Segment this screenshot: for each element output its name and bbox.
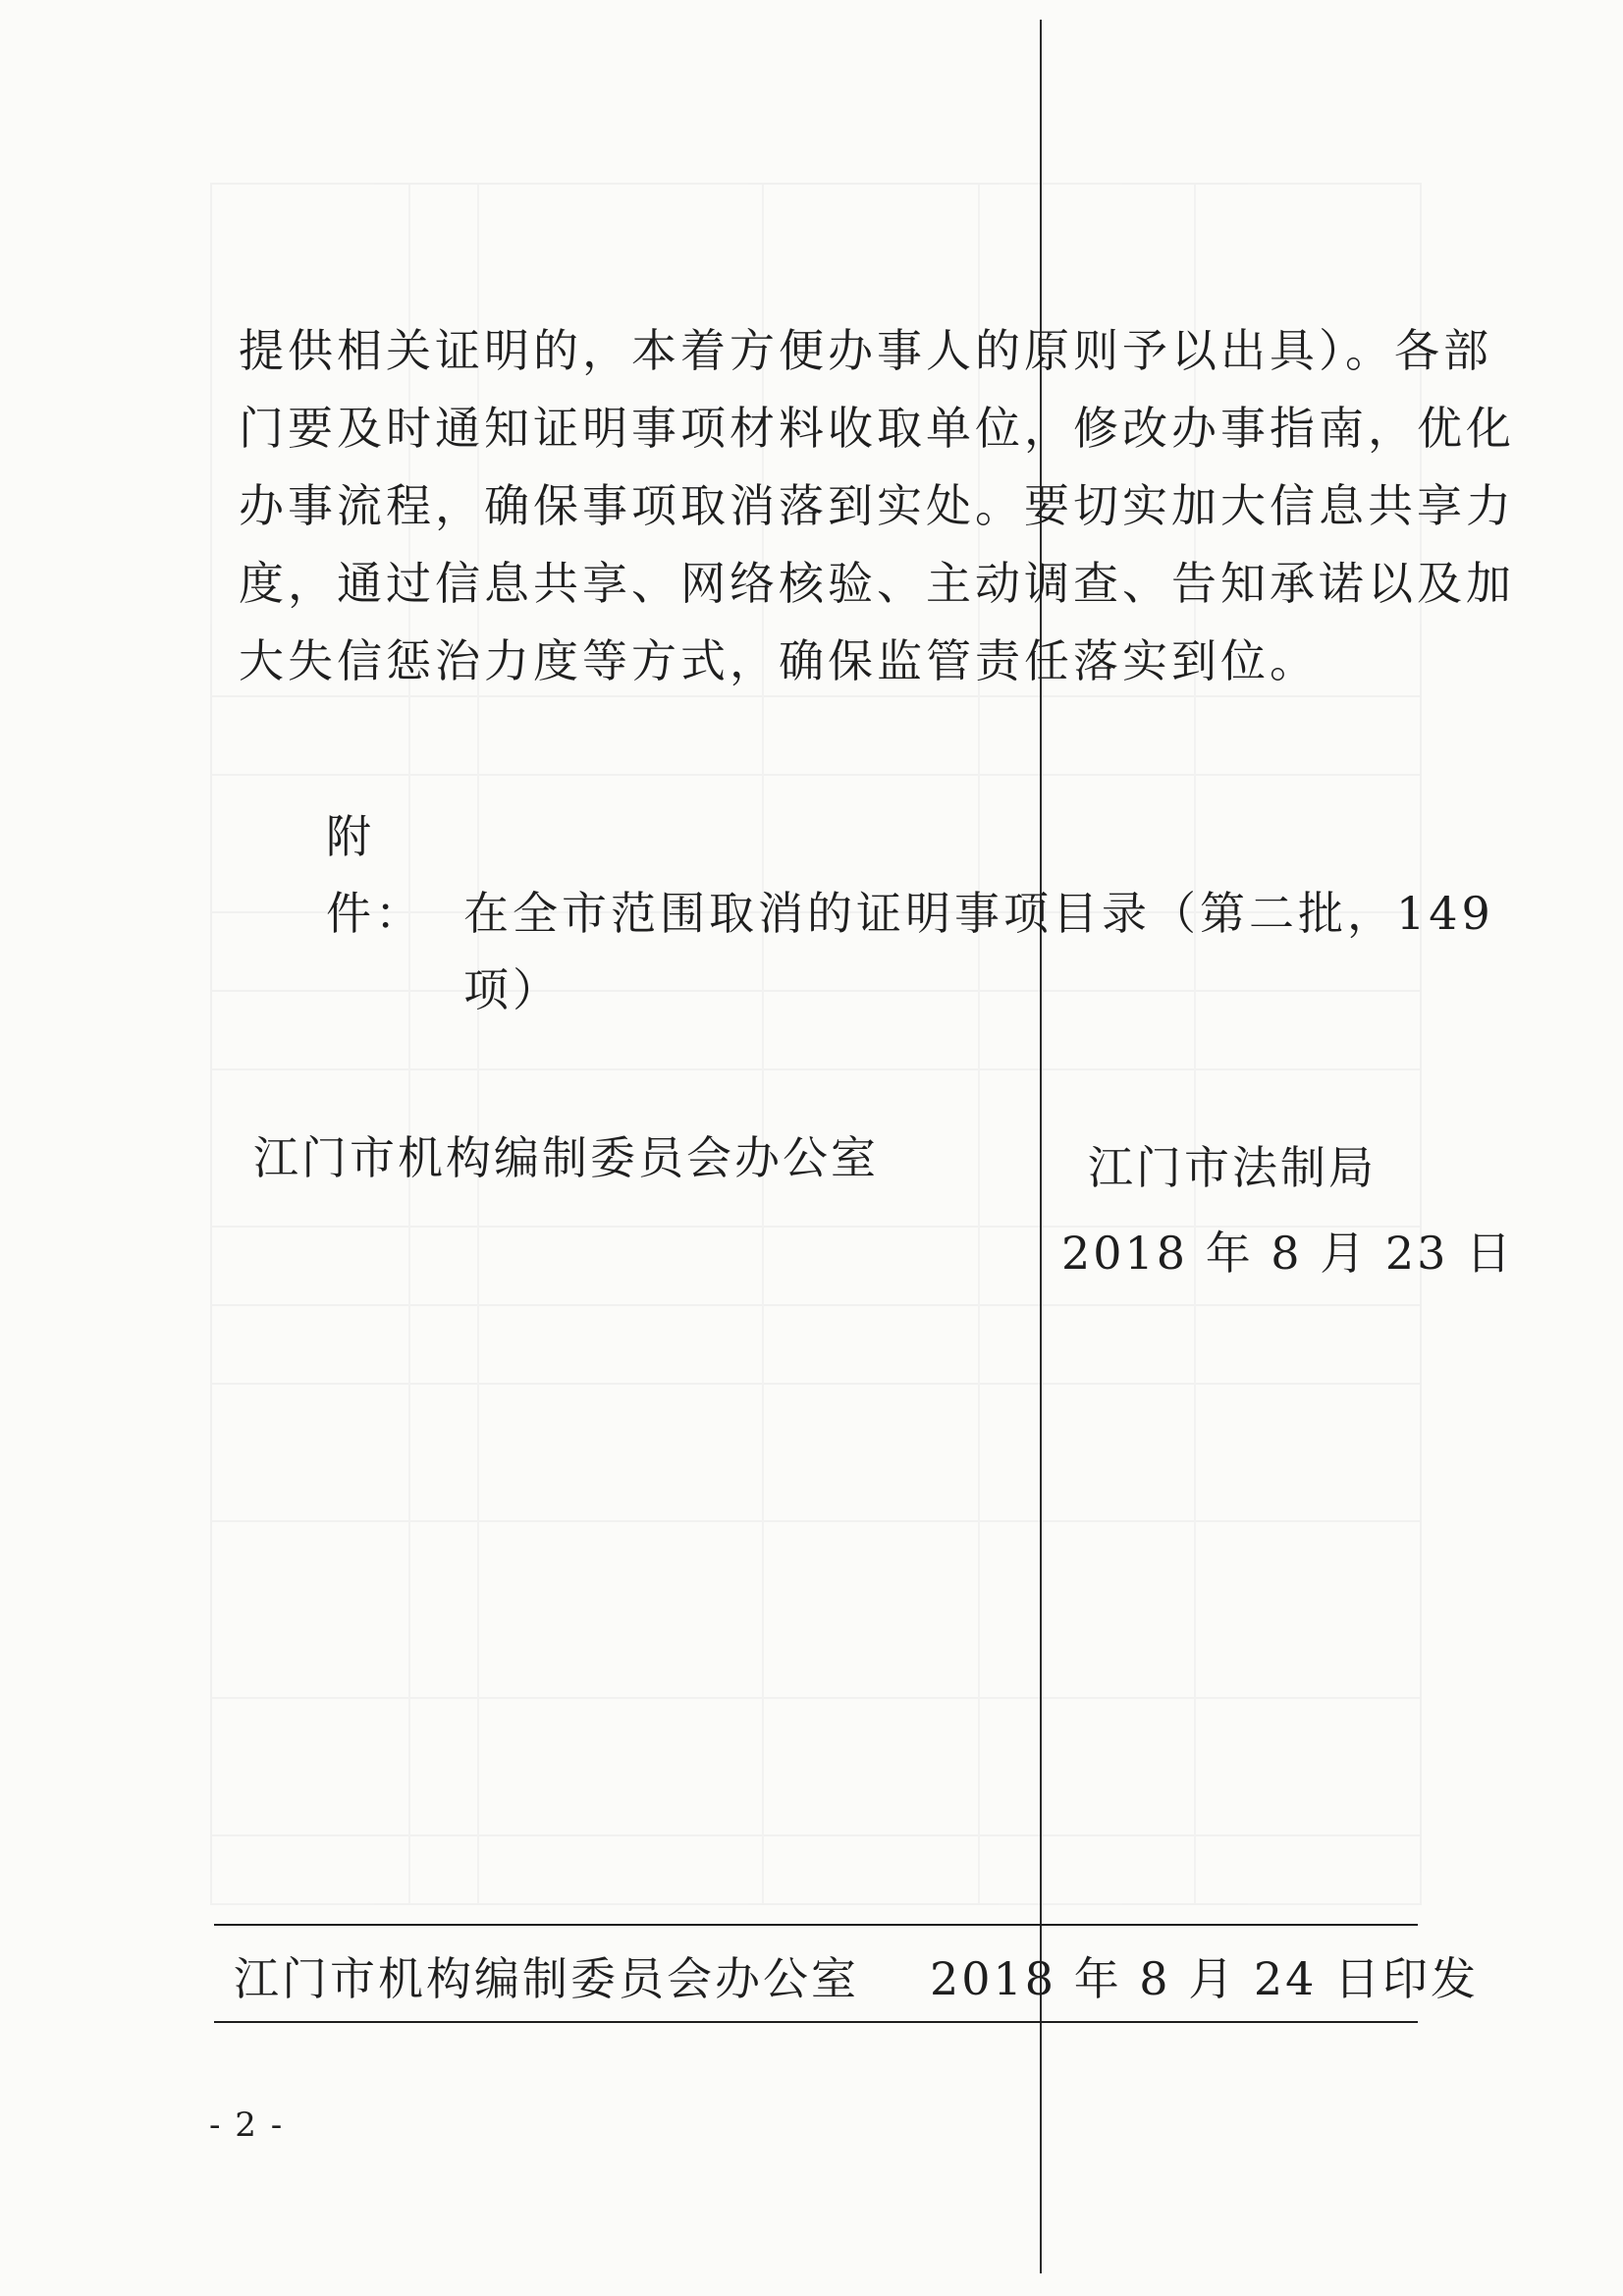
signer-org-left: 江门市机构编制委员会办公室	[253, 1131, 879, 1184]
ghost-row	[212, 1697, 1420, 1699]
ghost-row	[212, 1520, 1420, 1522]
body-line: 大失信惩治力度等方式，确保监管责任落实到位。	[239, 634, 1319, 687]
page-number: - 2 -	[209, 2105, 285, 2145]
body-line: 度，通过信息共享、网络核验、主动调查、告知承诺以及加	[239, 557, 1515, 610]
attachment-title: 在全市范围取消的证明事项目录（第二批，149	[463, 887, 1494, 940]
attachment-title-continued: 项）	[463, 963, 562, 1016]
signature-date: 2018 年 8 月 23 日	[1061, 1227, 1514, 1280]
footer-issuer: 江门市机构编制委员会办公室	[234, 1952, 859, 2005]
attachment-note	[326, 798, 1494, 1028]
body-line: 门要及时通知证明事项材料收取单位，修改办事指南，优化	[239, 402, 1515, 455]
footer-bottom-rule	[214, 2021, 1418, 2023]
signer-org-right: 江门市法制局	[1088, 1141, 1377, 1194]
body-line: 提供相关证明的，本着方便办事人的原则予以出具）。各部	[239, 324, 1492, 377]
attachment-label: 附件：	[326, 810, 424, 940]
body-line: 办事流程，确保事项取消落到实处。要切实加大信息共享力	[239, 479, 1515, 532]
footer-top-rule	[214, 1924, 1418, 1926]
ghost-row	[212, 1304, 1420, 1306]
body-paragraph	[239, 312, 1515, 700]
footer-issue-date: 2018 年 8 月 24 日印发	[930, 1952, 1479, 2005]
ghost-row	[212, 1834, 1420, 1836]
ghost-row	[212, 774, 1420, 776]
ghost-row	[212, 1068, 1420, 1070]
ghost-row	[212, 1383, 1420, 1385]
